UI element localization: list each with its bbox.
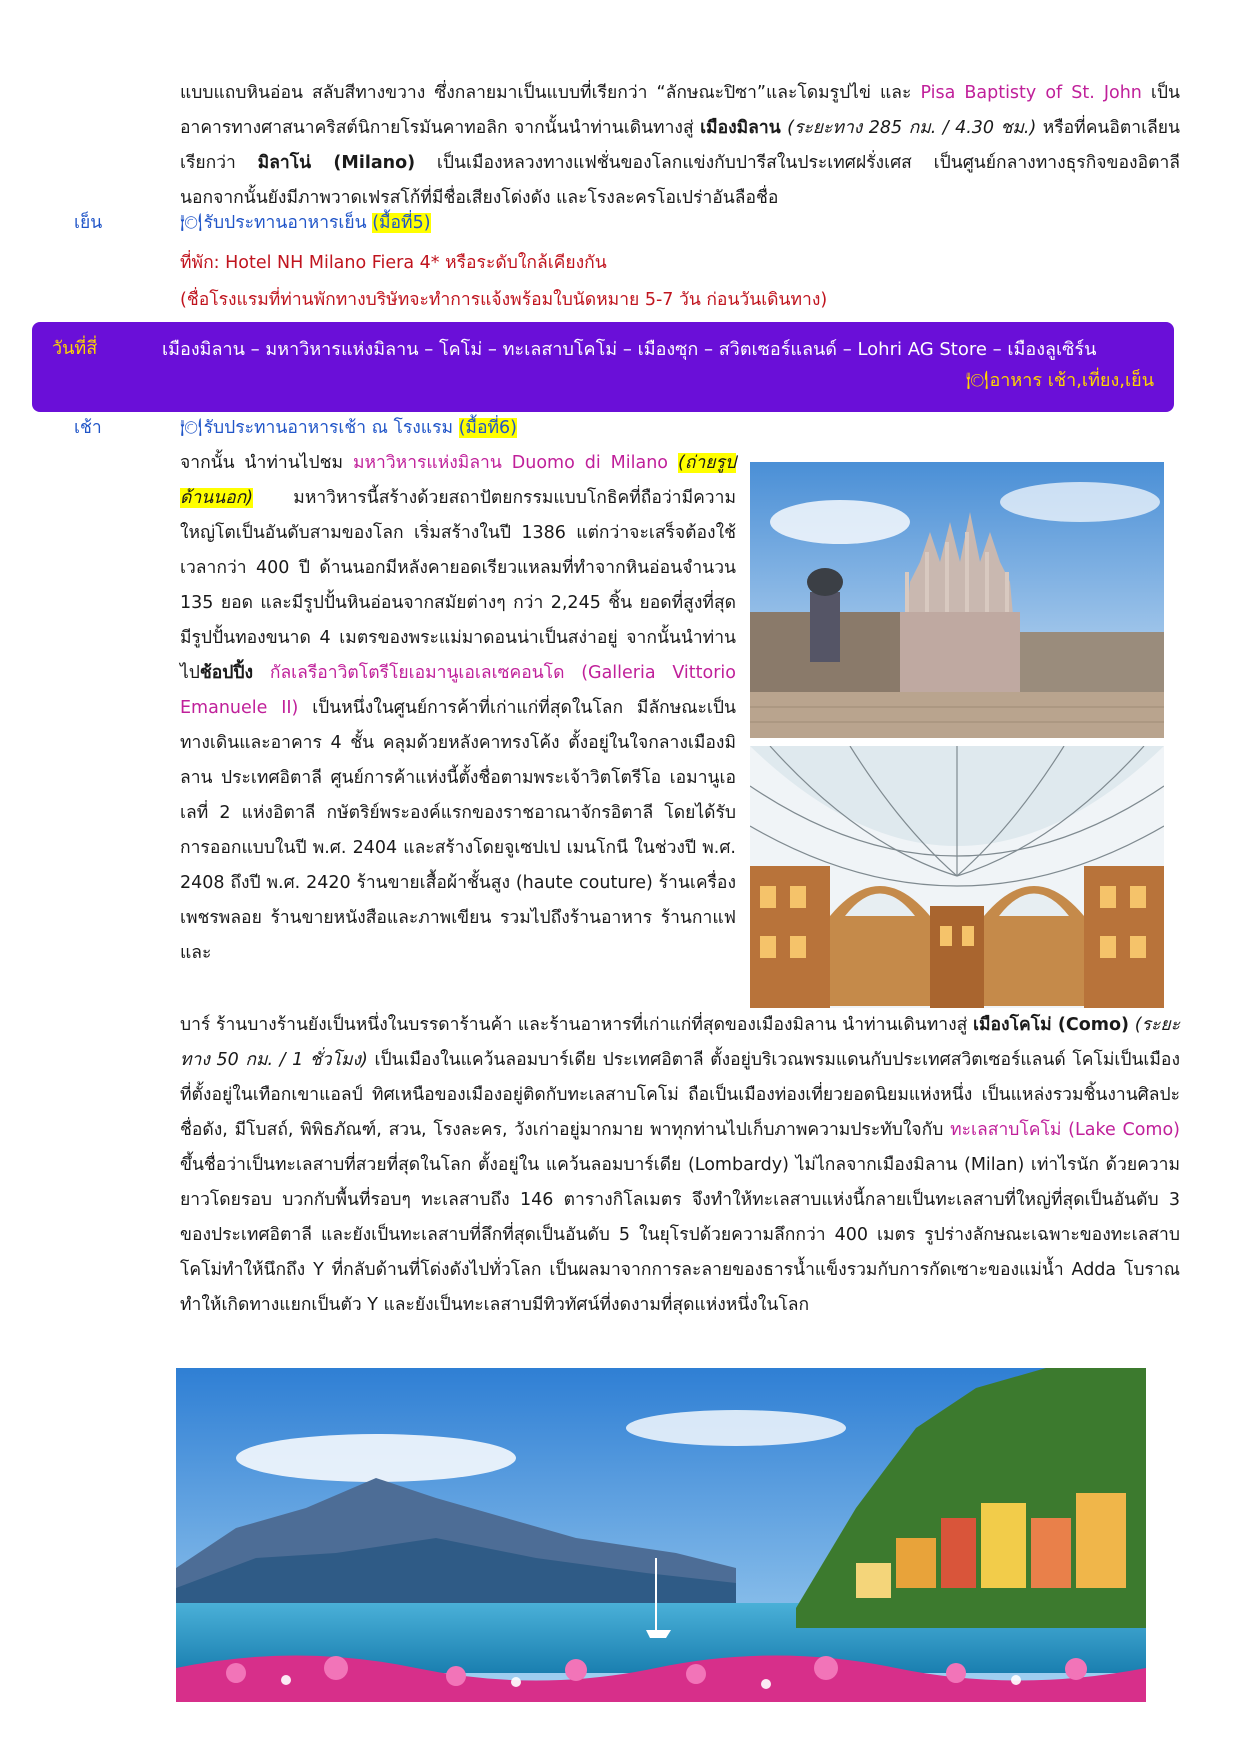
como-paragraph: บาร์ ร้านบางร้านยังเป็นหนึ่งในบรรดาร้านค้า และร้านอาหารที่เก่าแก่ที่สุดของเมืองมิลาน นำท่านเดินทางสู่ เมืองโคโม่ (Como) (ระยะทาง 50 กม. / 1 ชั่วโมง) เป็นเมืองในแคว้นลอมบาร์เดีย ประเทศอิตาลี ตั้งอยู่บริเวณพรมแดนกับประเทศสวิตเซอร์แลนด์ โคโม่เป็นเมืองที่ตั้งอยู่ในเทือกเขาแอลป์ ทิศเหนือของเมืองอยู่ติดกับทะเลสาบโคโม่ ถือเป็นเมืองท่องเที่ยวยอดนิยมแห่งหนึ่ง เป็นแหล่งรวมชิ้นงานศิลปะชื่อดัง, มีโบสถ์, พิพิธภัณฑ์, สวน, โรงละคร, วังเก่าอยู่มากมาย พาทุกท่านไปเก็บภาพความประทับใจกับ ทะเลสาบโคโม่ (Lake Como) ขึ้นชื่อว่าเป็นทะเลสาบที่สวยที่สุดในโลก ตั้งอยู่ใน แคว้นลอมบาร์เดีย (Lombardy) ไม่ไกลจากเมืองมิลาน (Milan) เท่าไรนัก ด้วยความยาวโดยรอบ บวกกับพื้นที่รอบๆ ทะเลสาบถึง 146 ตารางกิโลเมตร จึงทำให้ทะเลสาบแห่งนี้กลายเป็นทะเลสาบที่ใหญ่ที่สุดเป็นอันดับ 3 ของประเทศอิตาลี และยังเป็นทะเลสาบที่ลึกที่สุดเป็นอันดับ 5 ในยุโรปด้วยความลึกกว่า 400 เมตร รูปร่างลักษณะเฉพาะของทะเลสาบโคโม่ทำให้นึกถึง Y ที่กลับด้านที่โด่งดังไปทั่วโลก เป็นผลมาจากการละลายของธารน้ำแข็งรวมกับการกัดเซาะของแม่น้ำ Adda โบราณ ทำให้เกิดทางแยกเป็นตัว Y และยังเป็นทะเลสาบมีทิวทัศน์ที่งดงามที่สุดแห่งหนึ่งในโลก — [180, 1015, 1181, 1315]
photo-note: (ถ่ายรูปด้านนอก) — [180, 453, 736, 508]
duomo-photo — [750, 462, 1164, 738]
plate-icon: 🍽 — [180, 213, 203, 233]
morning-label: เช้า — [74, 418, 102, 438]
day-route: เมืองมิลาน – มหาวิหารแห่งมิลาน – โคโม่ – ทะเลสาบโคโม่ – เมืองซุก – สวิตเซอร์แลนด์ – Lohri AG Store – เมืองลูเซิร์น — [162, 339, 1097, 360]
day-label: วันที่สี่ — [52, 338, 98, 359]
plate-icon: 🍽 — [180, 418, 203, 438]
plate-icon: 🍽 — [965, 370, 989, 391]
lake-como-photo — [176, 1368, 1146, 1702]
hotel-name: ที่พัก: Hotel NH Milano Fiera 4* หรือระดับใกล้เคียงกัน — [180, 253, 607, 273]
evening-label: เย็น — [74, 213, 103, 233]
day-header-band — [32, 322, 1174, 412]
morning-meal: 🍽 รับประทานอาหารเช้า ณ โรงแรม (มื้อที่6) — [180, 413, 517, 443]
intro-paragraph: แบบแถบหินอ่อน สลับสีทางขวาง ซึ่งกลายมาเป็นแบบที่เรียกว่า “ลักษณะปิซา”และโดมรูปไข่ และ Pisa Baptisty of St. John เป็นอาคารทางศาสนาคริสต์นิกายโรมันคาทอลิก จากนั้นนำท่านเดินทางสู่ เมืองมิลาน (ระยะทาง 285 กม. / 4.30 ชม.) หรือที่คนอิตาเลียนเรียกว่า มิลาโน่ (Milano) เป็นเมืองหลวงทางแฟชั่นของโลกแข่งกับปารีสในประเทศฝรั่งเศส เป็นศูนย์กลางทางธุรกิจของอิตาลี นอกจากนั้นยังมีภาพวาดเฟรสโก้ที่มีชื่อเสียงโด่งดัง และโรงละครโอเปร่าอันลือชื่อ — [180, 83, 1181, 208]
galleria-photo — [750, 746, 1164, 1008]
pisa-baptistry-link: Pisa Baptisty of St. John — [920, 83, 1142, 103]
meal-badge: (มื้อที่6) — [458, 418, 517, 438]
duomo-name: มหาวิหารแห่งมิลาน Duomo di Milano — [352, 453, 669, 473]
day-meals: 🍽 อาหาร เช้า,เที่ยง,เย็น — [966, 366, 1154, 396]
meal-badge: (มื้อที่5) — [372, 213, 431, 233]
galleria-name: กัลเลรีอาวิตโตรีโยเอมานูเอเลเซคอนโด (Galleria Vittorio Emanuele II) — [180, 663, 736, 718]
evening-meal: 🍽 รับประทานอาหารเย็น (มื้อที่5) — [180, 208, 431, 238]
hotel-note: (ชื่อโรงแรมที่ท่านพักทางบริษัทจะทำการแจ้งพร้อมใบนัดหมาย 5-7 วัน ก่อนวันเดินทาง) — [180, 290, 828, 310]
duomo-paragraph: จากนั้น นำท่านไปชม มหาวิหารแห่งมิลาน Duomo di Milano (ถ่ายรูปด้านนอก) มหาวิหารนี้สร้างด้วยสถาปัตยกรรมแบบโกธิคที่ถือว่ามีความใหญ่โตเป็นอันดับสามของโลก เริ่มสร้างในปี 1386 แต่กว่าจะเสร็จต้องใช้เวลากว่า 400 ปี ด้านนอกมีหลังคายอดเรียวแหลมที่ทำจากหินอ่อนจำนวน 135 ยอด และมีรูปปั้นหินอ่อนจากสมัยต่างๆ กว่า 2,245 ชิ้น ยอดที่สูงที่สุดมีรูปปั้นทองขนาด 4 เมตรของพระแม่มาดอนน่าเป็นสง่าอยู่ จากนั้นนำท่านไปช้อปปิ้ง กัลเลรีอาวิตโตรีโยเอมานูเอเลเซคอนโด (Galleria Vittorio Emanuele II) เป็นหนึ่งในศูนย์การค้าที่เก่าแก่ที่สุดในโลก มีลักษณะเป็นทางเดินและอาคาร 4 ชั้น คลุมด้วยหลังคาทรงโค้ง ตั้งอยู่ในใจกลางเมืองมิลาน ประเทศอิตาลี ศูนย์การค้าแห่งนี้ตั้งชื่อตามพระเจ้าวิตโตรีโอ เอมานูเอเลที่ 2 แห่งอิตาลี กษัตริย์พระองค์แรกของราชอาณาจักรอิตาลี โดยได้รับการออกแบบในปี พ.ศ. 2404 และสร้างโดยจูเซปเป เมนโกนี ในช่วงปี พ.ศ. 2408 ถึงปี พ.ศ. 2420 ร้านขายเสื้อผ้าชั้นสูง (haute couture) ร้านเครื่องเพชรพลอย ร้านขายหนังสือและภาพเขียน รวมไปถึงร้านอาหาร ร้านกาแฟ และ — [180, 453, 736, 963]
lake-como-name: ทะเลสาบโคโม่ (Lake Como) — [950, 1120, 1180, 1140]
